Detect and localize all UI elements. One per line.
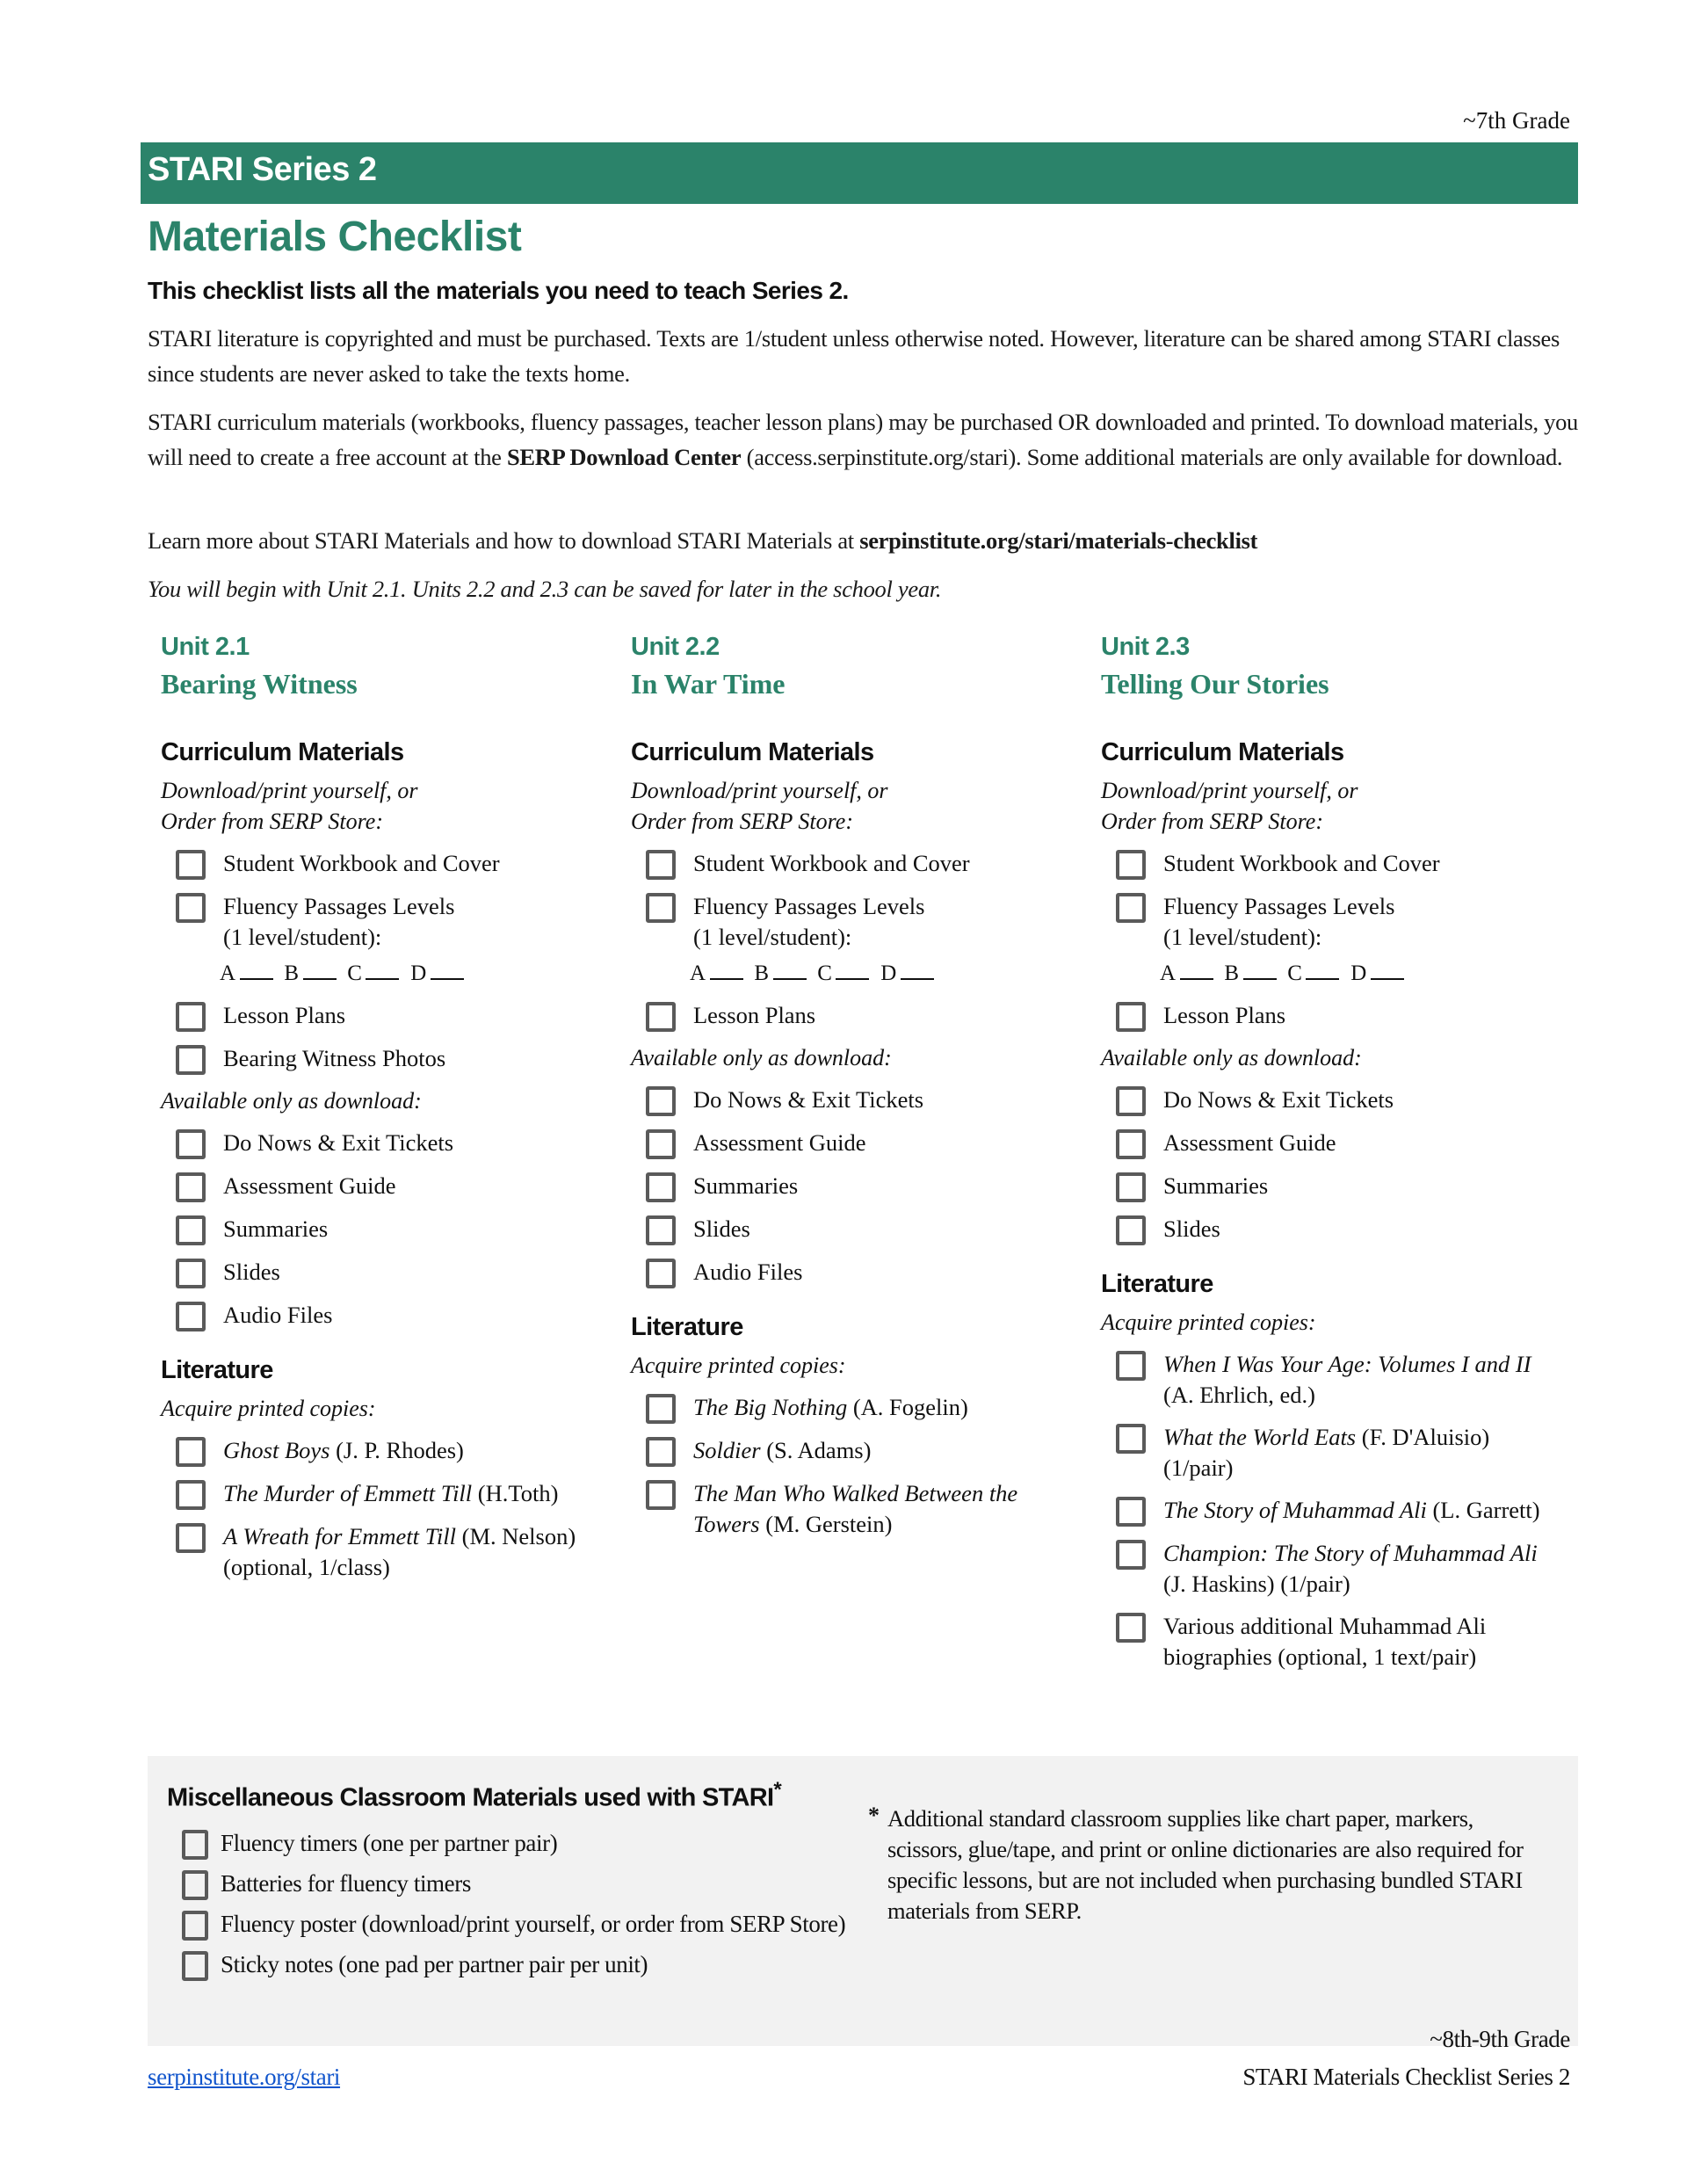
download-only-note: Available only as download: xyxy=(631,1045,892,1070)
unit-number: Unit 2.3 xyxy=(1101,633,1190,661)
book-details: (M. Gerstein) xyxy=(759,1511,893,1537)
checkbox[interactable] xyxy=(1116,1215,1146,1245)
misc-materials-list xyxy=(167,1819,852,1981)
checkbox[interactable] xyxy=(176,893,206,923)
literature-heading: Literature xyxy=(1101,1270,1213,1298)
literature-note: Acquire printed copies: xyxy=(1101,1310,1316,1335)
book-details: (M. Nelson) (optional, 1/class) xyxy=(223,1523,576,1580)
checkbox[interactable] xyxy=(646,1480,676,1510)
book-details: (S. Adams) xyxy=(760,1437,872,1463)
item-label: Fluency poster (download/print yourself, or order from SERP Store) xyxy=(221,1911,846,1937)
item-label: Lesson Plans xyxy=(223,1002,346,1028)
book-title: A Wreath for Emmett Till xyxy=(223,1523,457,1549)
checkbox[interactable] xyxy=(646,1437,676,1467)
checkbox[interactable] xyxy=(176,1215,206,1245)
item-label: Assessment Guide xyxy=(223,1172,396,1199)
unit-number: Unit 2.1 xyxy=(161,633,250,661)
book-title: Soldier xyxy=(693,1437,761,1463)
text: (1 level/student): xyxy=(1163,924,1322,950)
misc-item[interactable] xyxy=(167,1949,852,1981)
checkbox[interactable] xyxy=(646,850,676,880)
level-quantity-blank[interactable] xyxy=(901,977,934,980)
curriculum-heading: Curriculum Materials xyxy=(161,738,404,766)
level-letter: B xyxy=(1224,961,1240,985)
item-label: Bearing Witness Photos xyxy=(223,1045,446,1071)
book-title: Ghost Boys xyxy=(223,1437,330,1463)
item-label: Audio Files xyxy=(223,1302,333,1328)
item-label: Slides xyxy=(223,1259,280,1285)
curriculum-heading: Curriculum Materials xyxy=(631,738,874,766)
checklist-item[interactable] xyxy=(631,1257,1088,1288)
checkbox[interactable] xyxy=(176,1129,206,1159)
level-quantity-blank[interactable] xyxy=(1243,977,1277,980)
text: STARI curriculum materials (workbooks, fluency passages, teacher lesson plans) may be purchased OR downloaded and printed. To download materials, you will need to create a free account at the xyxy=(148,409,1578,470)
item-label: Slides xyxy=(1163,1215,1220,1242)
level-quantity-blank[interactable] xyxy=(1180,977,1213,980)
checkbox[interactable] xyxy=(176,1302,206,1331)
level-letter: D xyxy=(1350,961,1367,985)
item-label: Student Workbook and Cover xyxy=(223,850,500,876)
checkbox[interactable] xyxy=(1116,1172,1146,1202)
checkbox[interactable] xyxy=(1116,1086,1146,1116)
book-title: When I Was Your Age: Volumes I and II xyxy=(1163,1351,1531,1377)
item-label: Do Nows & Exit Tickets xyxy=(693,1086,924,1113)
checklist-item[interactable] xyxy=(1101,1214,1558,1245)
literature-item[interactable] xyxy=(631,1478,1088,1540)
level-letter: C xyxy=(1287,961,1303,985)
checklist-item[interactable] xyxy=(631,1214,1088,1245)
text: (1 level/student): xyxy=(693,924,852,950)
download-center-name: SERP Download Center xyxy=(506,444,742,470)
misc-footnote xyxy=(868,1803,1545,1926)
book-label xyxy=(223,1435,464,1466)
literature-item[interactable] xyxy=(161,1435,618,1467)
book-details: (H.Toth) xyxy=(472,1480,559,1506)
text: Learn more about STARI Materials and how to download STARI Materials at xyxy=(148,527,860,554)
book-label xyxy=(693,1392,968,1423)
checkbox[interactable] xyxy=(176,1172,206,1202)
intro-note-unit-order: You will begin with Unit 2.1. Units 2.2 and 2.3 can be saved for later in the school year. xyxy=(148,576,942,602)
checklist-item[interactable] xyxy=(1101,1171,1558,1202)
checkbox[interactable] xyxy=(182,1870,208,1900)
curriculum-note: Download/print yourself, or xyxy=(631,778,888,803)
book-title: Champion: The Story of Muhammad Ali xyxy=(1163,1540,1538,1566)
checklist-item-fluency-passages[interactable] xyxy=(161,891,618,953)
book-details: (F. D'Aluisio) (1/pair) xyxy=(1163,1424,1490,1481)
unit-number: Unit 2.2 xyxy=(631,633,720,661)
text: Fluency Passages Levels xyxy=(693,893,925,919)
item-label: Slides xyxy=(693,1215,750,1242)
checklist-item[interactable] xyxy=(631,1085,1088,1116)
book-title: What the World Eats xyxy=(1163,1424,1357,1450)
literature-item[interactable] xyxy=(1101,1495,1558,1527)
book-details: (A. Ehrlich, ed.) xyxy=(1163,1382,1315,1408)
level-letter: D xyxy=(410,961,427,985)
series-title: STARI Series 2 xyxy=(148,151,377,188)
checkbox[interactable] xyxy=(1116,893,1146,923)
book-details: (J. P. Rhodes) xyxy=(329,1437,464,1463)
level-quantity-fields xyxy=(690,958,1088,989)
checklist-item[interactable] xyxy=(161,1043,618,1075)
item-label: Lesson Plans xyxy=(693,1002,816,1028)
asterisk-icon: * xyxy=(773,1778,782,1802)
level-letter: A xyxy=(220,961,236,985)
intro-paragraph-curriculum xyxy=(148,404,1580,475)
unit-title: Telling Our Stories xyxy=(1101,668,1329,700)
checkbox[interactable] xyxy=(1116,1613,1146,1643)
item-label: Batteries for fluency timers xyxy=(221,1870,471,1897)
heading-text: Miscellaneous Classroom Materials used with STARI xyxy=(167,1783,774,1812)
misc-item[interactable] xyxy=(167,1909,852,1941)
checkbox[interactable] xyxy=(176,1002,206,1032)
footer-document-title: STARI Materials Checklist Series 2 xyxy=(1242,2064,1570,2090)
literature-item[interactable] xyxy=(1101,1422,1558,1484)
item-label: Assessment Guide xyxy=(1163,1129,1336,1156)
checkbox[interactable] xyxy=(646,1172,676,1202)
level-quantity-blank[interactable] xyxy=(1306,977,1339,980)
curriculum-heading: Curriculum Materials xyxy=(1101,738,1344,766)
book-title: The Man Who Walked Between the Towers xyxy=(693,1480,1018,1537)
intro-paragraph-learn-more xyxy=(148,523,1580,558)
item-label xyxy=(223,891,454,953)
level-quantity-blank[interactable] xyxy=(1371,977,1404,980)
literature-note: Acquire printed copies: xyxy=(161,1396,376,1421)
literature-item[interactable] xyxy=(161,1478,618,1510)
literature-heading: Literature xyxy=(161,1356,273,1384)
item-label: Fluency timers (one per partner pair) xyxy=(221,1830,558,1856)
level-letter: B xyxy=(754,961,770,985)
misc-materials-heading xyxy=(167,1778,781,1813)
checkbox[interactable] xyxy=(646,1129,676,1159)
checklist-item-fluency-passages[interactable] xyxy=(1101,891,1558,953)
level-quantity-blank[interactable] xyxy=(366,977,399,980)
checkbox[interactable] xyxy=(1116,850,1146,880)
curriculum-note: Order from SERP Store: xyxy=(161,809,383,834)
checklist-item[interactable] xyxy=(631,848,1088,880)
checklist-item[interactable] xyxy=(1101,1000,1558,1032)
level-quantity-blank[interactable] xyxy=(773,977,807,980)
text: Fluency Passages Levels xyxy=(223,893,455,919)
unit-title: In War Time xyxy=(631,668,786,700)
checkbox[interactable] xyxy=(646,1002,676,1032)
level-quantity-blank[interactable] xyxy=(836,977,869,980)
level-quantity-fields xyxy=(220,958,618,989)
book-details: (J. Haskins) (1/pair) xyxy=(1163,1571,1350,1597)
misc-item[interactable] xyxy=(167,1868,852,1900)
checklist-item[interactable] xyxy=(161,1000,618,1032)
checklist-item[interactable] xyxy=(631,1171,1088,1202)
item-label xyxy=(1163,891,1394,953)
item-label: Do Nows & Exit Tickets xyxy=(223,1129,454,1156)
intro-paragraph-literature: STARI literature is copyrighted and must be purchased. Texts are 1/student unless otherwise noted. However, literature can be shared among STARI classes since students are never asked to take the texts home. xyxy=(148,325,1560,387)
item-label: Audio Files xyxy=(693,1259,803,1285)
literature-item[interactable] xyxy=(1101,1611,1558,1672)
checkbox[interactable] xyxy=(176,1045,206,1075)
literature-item[interactable] xyxy=(1101,1349,1558,1411)
footnote-text: Additional standard classroom supplies like chart paper, markers, scissors, glue/tape, and print or online dictionaries are also required for specific lessons, but are not included when purchasing bundled STARI materials from SERP. xyxy=(887,1805,1524,1924)
literature-item[interactable] xyxy=(631,1392,1088,1424)
checkbox[interactable] xyxy=(176,1437,206,1467)
checklist-item[interactable] xyxy=(1101,848,1558,880)
item-label: Student Workbook and Cover xyxy=(693,850,970,876)
item-label: Sticky notes (one pad per partner pair per unit) xyxy=(221,1951,648,1977)
item-label: Summaries xyxy=(223,1215,329,1242)
checkbox[interactable] xyxy=(176,1523,206,1553)
checklist-item[interactable] xyxy=(1101,1085,1558,1116)
checklist-item[interactable] xyxy=(161,1128,618,1159)
checkbox[interactable] xyxy=(646,1394,676,1424)
curriculum-note: Download/print yourself, or xyxy=(161,778,418,803)
text: (access.serpinstitute.org/stari). Some additional materials are only available for download. xyxy=(741,444,1563,470)
unit-title: Bearing Witness xyxy=(161,668,358,700)
unit-column-2-1 xyxy=(161,633,618,1583)
checklist-item[interactable] xyxy=(161,1214,618,1245)
checkbox[interactable] xyxy=(1116,1497,1146,1527)
book-details: Various additional Muhammad Ali biographies (optional, 1 text/pair) xyxy=(1163,1613,1487,1670)
level-quantity-blank[interactable] xyxy=(240,977,273,980)
unit-column-2-3 xyxy=(1101,633,1558,1672)
book-label xyxy=(1163,1495,1540,1526)
book-label xyxy=(1163,1611,1558,1672)
checkbox[interactable] xyxy=(646,1215,676,1245)
level-letter: A xyxy=(1160,961,1177,985)
book-label xyxy=(1163,1349,1558,1411)
literature-heading: Literature xyxy=(631,1313,743,1341)
item-label: Lesson Plans xyxy=(1163,1002,1286,1028)
grade-level-bottom: ~8th-9th Grade xyxy=(1430,2026,1570,2052)
curriculum-note: Order from SERP Store: xyxy=(1101,809,1323,834)
checkbox[interactable] xyxy=(176,1259,206,1288)
intro-summary: This checklist lists all the materials you need to teach Series 2. xyxy=(148,277,849,304)
grade-level-top: ~7th Grade xyxy=(1463,107,1570,134)
level-quantity-blank[interactable] xyxy=(431,977,464,980)
unit-column-2-2 xyxy=(631,633,1088,1540)
checkbox[interactable] xyxy=(1116,1129,1146,1159)
checkbox[interactable] xyxy=(176,850,206,880)
download-only-note: Available only as download: xyxy=(1101,1045,1362,1070)
book-label xyxy=(1163,1538,1558,1600)
level-letter: D xyxy=(880,961,897,985)
level-letter: A xyxy=(690,961,706,985)
literature-item[interactable] xyxy=(161,1521,618,1583)
text: (1 level/student): xyxy=(223,924,382,950)
checklist-item[interactable] xyxy=(631,1000,1088,1032)
item-label xyxy=(693,891,924,953)
materials-checklist-link[interactable]: serpinstitute.org/stari/materials-checklist xyxy=(859,527,1258,554)
book-title: The Story of Muhammad Ali xyxy=(1163,1497,1427,1523)
book-label xyxy=(223,1478,558,1509)
checklist-item[interactable] xyxy=(631,1128,1088,1159)
checklist-item-fluency-passages[interactable] xyxy=(631,891,1088,953)
checkbox[interactable] xyxy=(1116,1424,1146,1454)
item-label: Summaries xyxy=(1163,1172,1269,1199)
book-label xyxy=(693,1478,1088,1540)
checkbox[interactable] xyxy=(1116,1351,1146,1381)
footer-website-link[interactable]: serpinstitute.org/stari xyxy=(148,2064,341,2090)
checkbox[interactable] xyxy=(182,1911,208,1941)
checklist-item[interactable] xyxy=(1101,1128,1558,1159)
checkbox[interactable] xyxy=(1116,1540,1146,1570)
literature-item[interactable] xyxy=(631,1435,1088,1467)
level-quantity-blank[interactable] xyxy=(710,977,743,980)
curriculum-note: Download/print yourself, or xyxy=(1101,778,1358,803)
literature-note: Acquire printed copies: xyxy=(631,1353,846,1378)
book-label xyxy=(1163,1422,1558,1484)
checkbox[interactable] xyxy=(646,1086,676,1116)
checklist-item[interactable] xyxy=(161,848,618,880)
item-label: Student Workbook and Cover xyxy=(1163,850,1440,876)
level-quantity-blank[interactable] xyxy=(303,977,337,980)
item-label: Summaries xyxy=(693,1172,799,1199)
book-details: (L. Garrett) xyxy=(1426,1497,1540,1523)
download-only-note: Available only as download: xyxy=(161,1088,422,1114)
book-title: The Big Nothing xyxy=(693,1394,848,1420)
checklist-item[interactable] xyxy=(161,1171,618,1202)
checkbox[interactable] xyxy=(646,1259,676,1288)
item-label: Do Nows & Exit Tickets xyxy=(1163,1086,1394,1113)
book-details: (A. Fogelin) xyxy=(847,1394,968,1420)
checkbox[interactable] xyxy=(182,1951,208,1981)
level-letter: C xyxy=(347,961,363,985)
level-quantity-fields xyxy=(1160,958,1558,989)
text: Fluency Passages Levels xyxy=(1163,893,1395,919)
checkbox[interactable] xyxy=(1116,1002,1146,1032)
checklist-item[interactable] xyxy=(161,1300,618,1331)
curriculum-note: Order from SERP Store: xyxy=(631,809,853,834)
checkbox[interactable] xyxy=(176,1480,206,1510)
literature-item[interactable] xyxy=(1101,1538,1558,1600)
level-letter: B xyxy=(284,961,300,985)
checkbox[interactable] xyxy=(182,1830,208,1860)
book-label xyxy=(693,1435,871,1466)
checklist-item[interactable] xyxy=(161,1257,618,1288)
misc-item[interactable] xyxy=(167,1828,852,1860)
page-title: Materials Checklist xyxy=(148,214,522,260)
level-letter: C xyxy=(817,961,833,985)
asterisk-icon: * xyxy=(868,1803,880,1828)
checkbox[interactable] xyxy=(646,893,676,923)
item-label: Assessment Guide xyxy=(693,1129,866,1156)
book-label xyxy=(223,1521,618,1583)
book-title: The Murder of Emmett Till xyxy=(223,1480,473,1506)
